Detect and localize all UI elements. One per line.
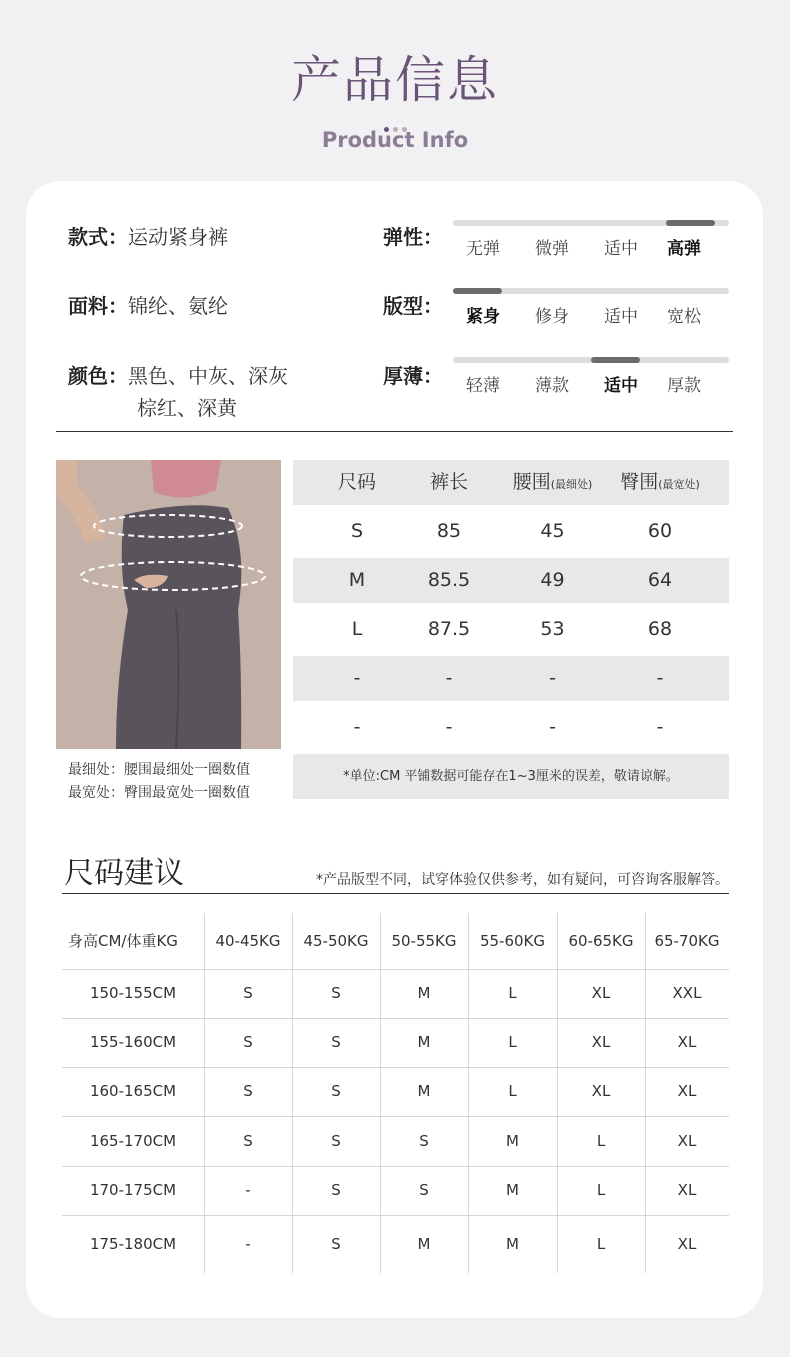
recommend-cell: M xyxy=(417,984,431,1002)
scale-option: 轻薄 xyxy=(466,376,500,396)
recommend-header-cell: 65-70KG xyxy=(654,932,720,950)
recommend-cell: 155-160CM xyxy=(89,1033,177,1051)
size-table-cell: 85.5 xyxy=(427,569,471,591)
recommend-header-cell: 55-60KG xyxy=(479,932,546,950)
recommend-cell: S xyxy=(243,1132,253,1150)
recommend-cell: XL xyxy=(677,1033,697,1051)
recommend-cell: XL xyxy=(677,1082,697,1100)
recommend-cell: 165-170CM xyxy=(89,1132,177,1150)
recommend-cell: S xyxy=(243,1082,253,1100)
size-table-cell: - xyxy=(656,667,664,689)
size-unit-note: *单位:CM 平铺数据可能存在1~3厘米的误差，敬请谅解。 xyxy=(293,754,729,799)
attr-style xyxy=(68,221,228,253)
scale-option: 薄款 xyxy=(535,376,569,396)
recommend-cell: 160-165CM xyxy=(89,1082,177,1100)
attr-color-line2 xyxy=(137,392,237,424)
scale-option: 微弹 xyxy=(535,239,569,259)
attr-fabric-value: 锦纶、氨纶 xyxy=(128,294,228,318)
recommend-cell: M xyxy=(417,1082,431,1100)
attr-style-label: 款式： xyxy=(68,225,128,249)
recommend-cell: XL xyxy=(677,1181,697,1199)
recommend-cell: S xyxy=(331,1082,341,1100)
attr-style-value: 运动紧身裤 xyxy=(128,225,228,249)
scale-indicator xyxy=(453,288,502,294)
scale-option: 紧身 xyxy=(466,307,500,327)
page-header xyxy=(0,0,790,180)
recommend-header-cell: 身高CM/体重KG xyxy=(68,932,178,950)
size-table-row xyxy=(293,558,729,603)
recommend-cell: XL xyxy=(591,1033,611,1051)
size-header-size: 尺码 xyxy=(337,471,376,493)
recommend-cell: S xyxy=(331,1132,341,1150)
size-table-cell: - xyxy=(445,667,453,689)
recommend-cell: XL xyxy=(591,1082,611,1100)
recommend-header-cell: 60-65KG xyxy=(568,932,634,950)
recommend-cell: M xyxy=(506,1235,519,1253)
scale-option: 无弹 xyxy=(466,239,500,259)
scale-label-thickness: 厚薄： xyxy=(383,364,443,388)
recommend-header-cell: 50-55KG xyxy=(391,932,457,950)
recommend-cell: XL xyxy=(591,984,611,1002)
size-table-cell: 45 xyxy=(540,520,565,542)
size-table-cell: - xyxy=(353,716,361,738)
recommend-cell: S xyxy=(419,1132,429,1150)
scale-label-fit: 版型： xyxy=(383,294,443,318)
recommend-cell: 175-180CM xyxy=(89,1235,177,1253)
recommend-cell: S xyxy=(331,984,341,1002)
attr-fabric xyxy=(68,290,228,322)
page-title: 产品信息 xyxy=(291,51,499,109)
size-table-cell: 49 xyxy=(540,569,565,591)
size-table-cell: - xyxy=(445,716,453,738)
size-table-cell: 60 xyxy=(647,520,673,542)
size-table-cell: - xyxy=(656,716,664,738)
size-table-header xyxy=(293,460,729,505)
scale-option: 适中 xyxy=(604,307,638,327)
attr-fabric-label: 面料： xyxy=(68,294,128,318)
page-subtitle: Product Info xyxy=(321,128,469,152)
size-table-cell: 85 xyxy=(436,520,462,542)
recommend-cell: S xyxy=(331,1181,341,1199)
size-table-row xyxy=(293,607,729,652)
recommend-cell: L xyxy=(508,1082,517,1100)
scale-option: 厚款 xyxy=(667,376,701,396)
recommend-cell: M xyxy=(417,1235,431,1253)
recommend-note: *产品版型不同，试穿体验仅供参考，如有疑问，可咨询客服解答。 xyxy=(316,872,729,888)
recommend-cell: XXL xyxy=(672,984,702,1002)
recommend-table xyxy=(62,913,729,1273)
recommend-cell: L xyxy=(596,1181,606,1199)
size-table-cell: 53 xyxy=(540,618,565,640)
section-divider xyxy=(56,431,733,432)
size-table-row xyxy=(293,656,729,701)
measure-note-waist: 最细处：腰围最细处一圈数值 xyxy=(68,762,250,778)
recommend-cell: XL xyxy=(677,1132,697,1150)
scale-option: 适中 xyxy=(604,376,638,396)
recommend-cell: L xyxy=(596,1235,606,1253)
recommend-header-cell: 40-45KG xyxy=(215,932,281,950)
recommend-divider xyxy=(62,893,729,894)
size-header-waist: 腰围(最细处) xyxy=(512,471,593,493)
recommend-cell: XL xyxy=(677,1235,697,1253)
size-table-cell: - xyxy=(353,667,361,689)
recommend-cell: M xyxy=(506,1181,519,1199)
size-table-cell: M xyxy=(348,569,366,591)
scale-option: 高弹 xyxy=(667,239,701,259)
size-table-cell: 68 xyxy=(647,618,673,640)
recommend-cell: L xyxy=(508,984,517,1002)
recommend-cell: S xyxy=(331,1235,341,1253)
size-table-cell: 64 xyxy=(647,569,673,591)
attr-color-value-2: 棕红、深黄 xyxy=(137,396,237,420)
recommend-cell: L xyxy=(596,1132,606,1150)
size-table-cell: 87.5 xyxy=(427,618,471,640)
recommend-cell: L xyxy=(508,1033,517,1051)
recommend-cell: S xyxy=(419,1181,429,1199)
scale-option: 宽松 xyxy=(667,307,701,327)
size-table-cell: - xyxy=(549,716,556,738)
recommend-cell: 150-155CM xyxy=(89,984,177,1002)
size-table-cell: - xyxy=(549,667,556,689)
scale-indicator xyxy=(591,357,640,363)
recommend-cell: S xyxy=(331,1033,341,1051)
size-table-row xyxy=(293,705,729,750)
recommend-header-cell: 45-50KG xyxy=(303,932,369,950)
product-photo xyxy=(56,460,281,749)
attr-color-label: 颜色： xyxy=(68,364,128,388)
attr-color-value: 黑色、中灰、深灰 xyxy=(128,364,288,388)
attr-color xyxy=(68,360,288,392)
recommend-cell: S xyxy=(243,1033,253,1051)
recommend-cell: S xyxy=(243,984,253,1002)
recommend-cell: M xyxy=(417,1033,431,1051)
scale-option: 修身 xyxy=(535,307,569,327)
scale-indicator xyxy=(666,220,715,226)
size-table-cell: S xyxy=(350,520,364,542)
scale-label-elasticity: 弹性： xyxy=(383,225,443,249)
scale-option: 适中 xyxy=(604,239,638,259)
measure-note-hip: 最宽处：臀围最宽处一圈数值 xyxy=(68,785,250,801)
size-table-cell: L xyxy=(351,618,363,640)
size-header-hip: 臀围(最宽处) xyxy=(620,471,700,493)
recommend-title: 尺码建议 xyxy=(64,856,184,891)
recommend-cell: - xyxy=(245,1181,251,1199)
recommend-cell: - xyxy=(245,1235,251,1253)
size-header-length: 裤长 xyxy=(429,471,468,493)
size-table-row xyxy=(293,509,729,554)
recommend-cell: 170-175CM xyxy=(89,1181,177,1199)
recommend-cell: M xyxy=(506,1132,519,1150)
